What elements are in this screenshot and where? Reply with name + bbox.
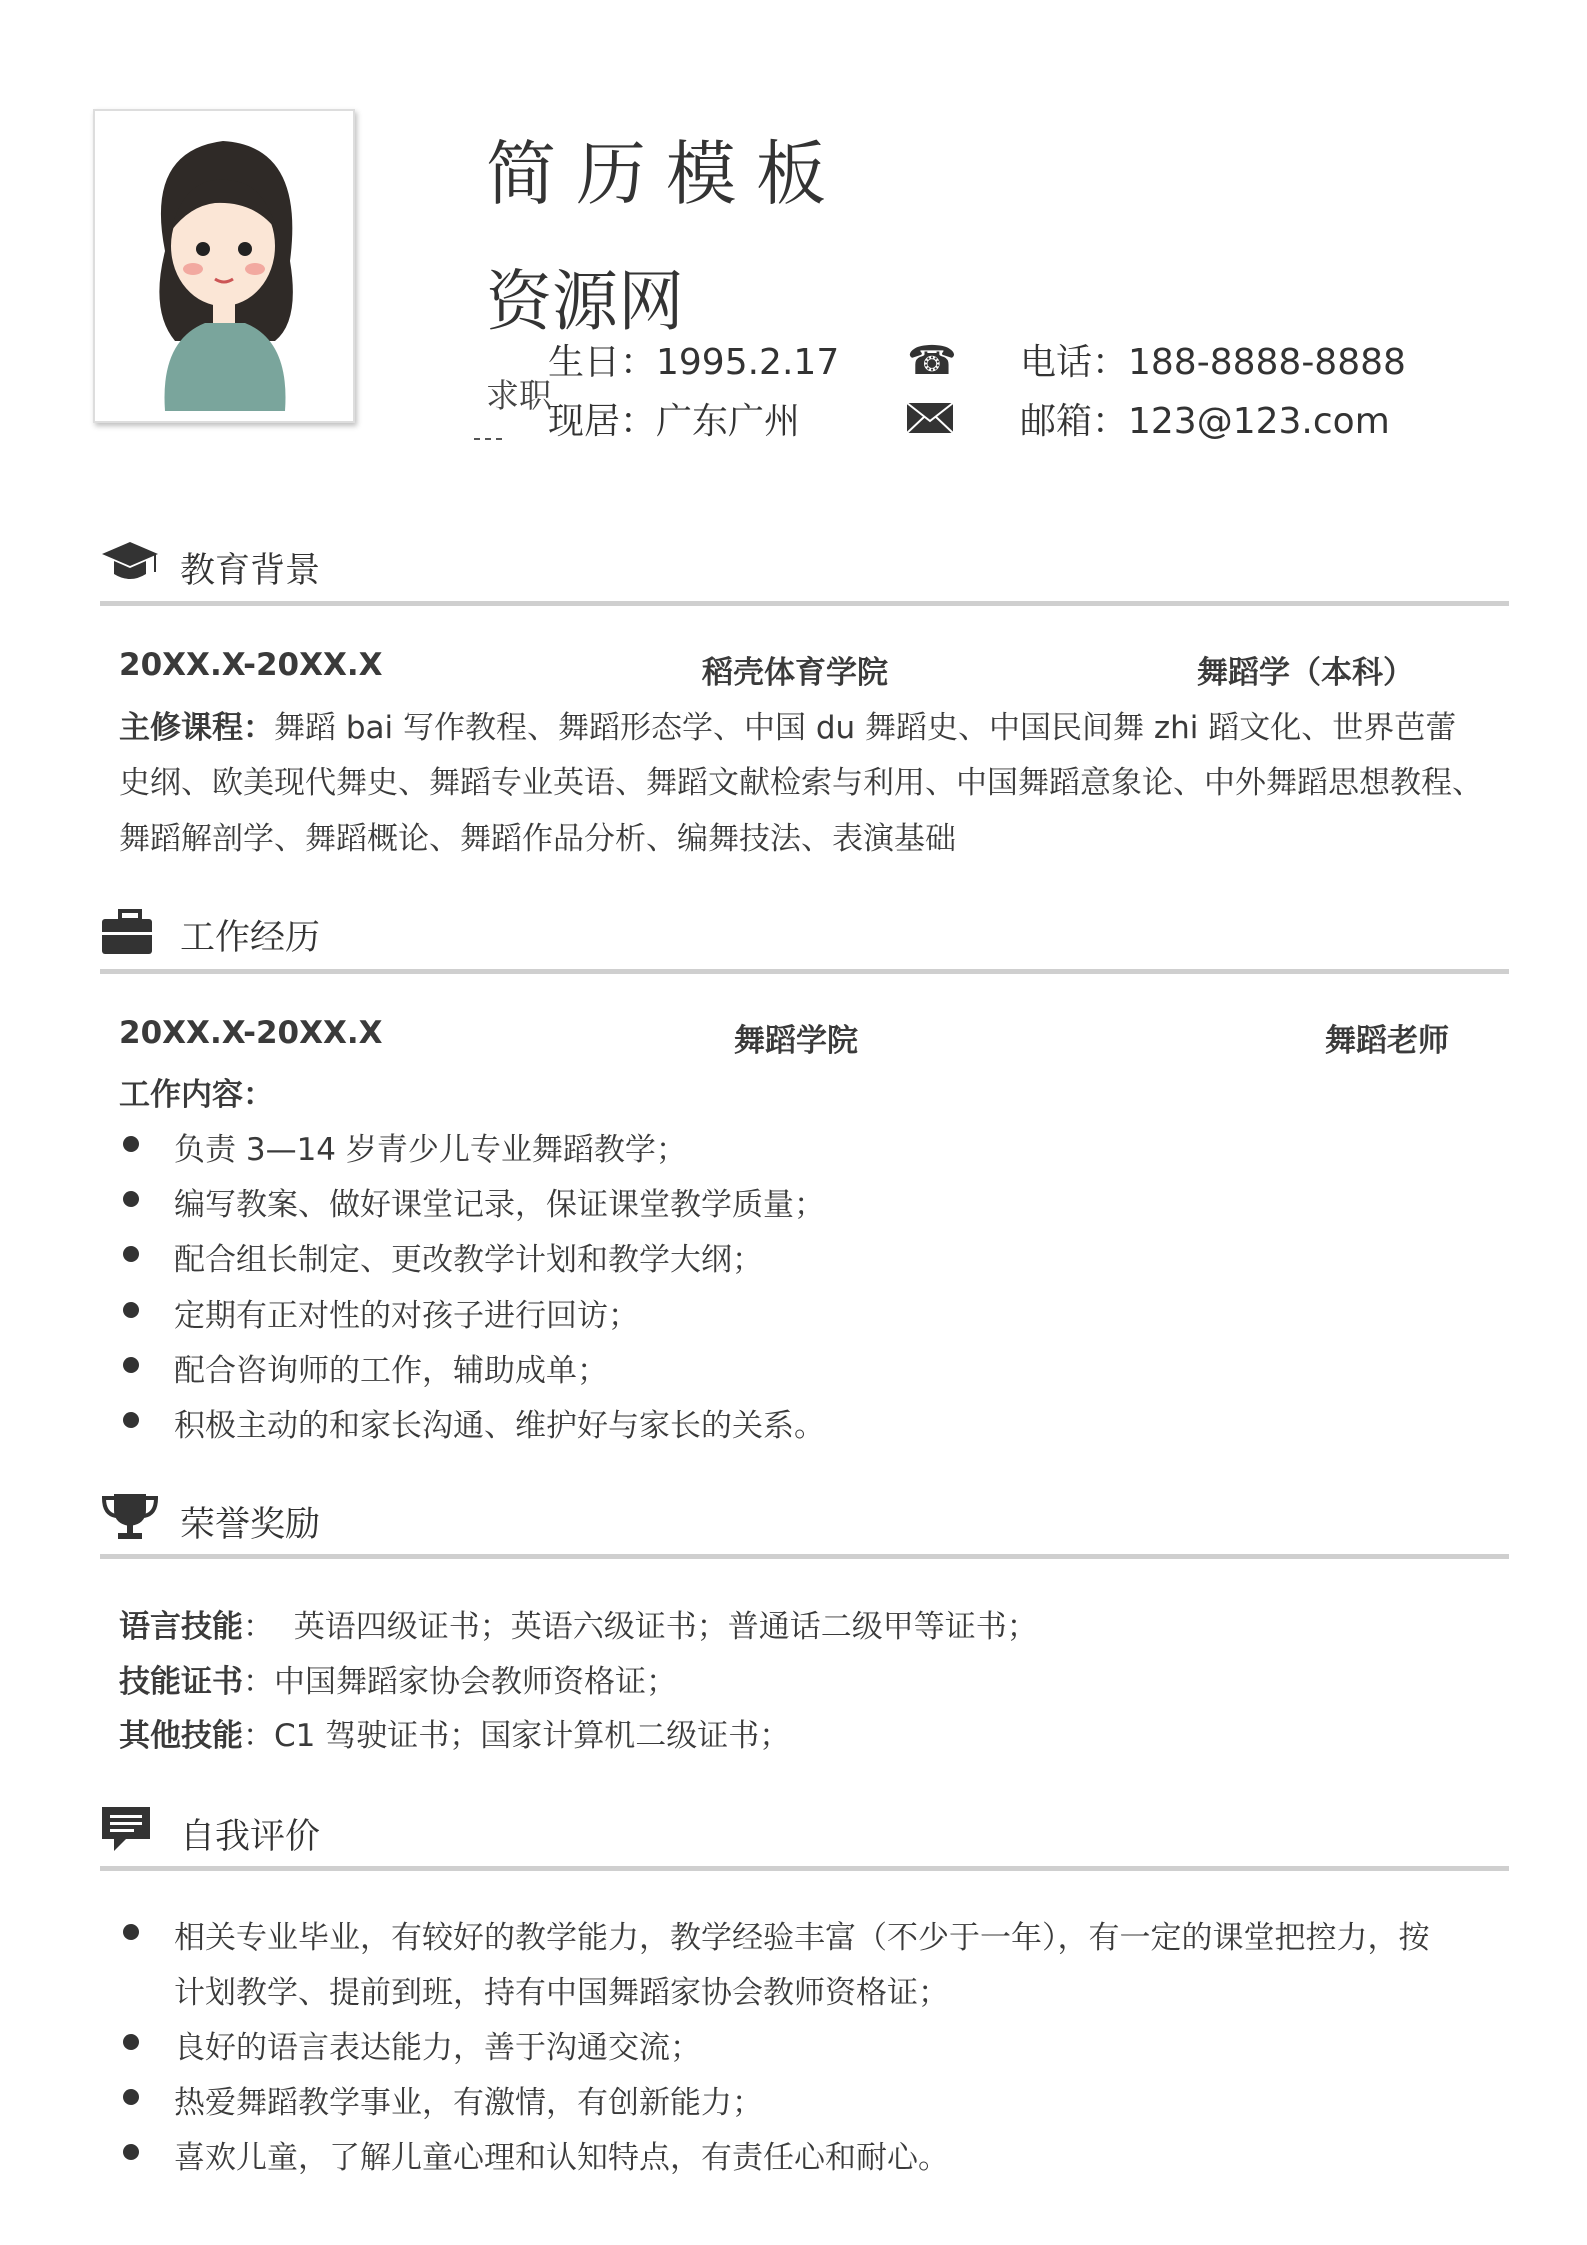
resume-title: 简历模板: [486, 133, 846, 215]
bullet-icon: [123, 2089, 139, 2105]
work-position: 舞蹈老师: [1325, 1023, 1449, 1059]
resume-subtitle: 资源网: [486, 263, 684, 340]
edu-major: 舞蹈学（本科）: [1197, 655, 1414, 691]
objective-fragment: 求职: [486, 376, 552, 415]
divider: [100, 969, 1509, 974]
avatar-illustration: [95, 111, 353, 421]
mail-icon: [907, 403, 953, 433]
phone-icon: ☎: [907, 338, 957, 384]
bullet-icon: [123, 1302, 139, 1318]
divider: [100, 1866, 1509, 1871]
work-content-label: 工作内容：: [119, 1077, 274, 1113]
courses-label: 主修课程：: [119, 710, 274, 746]
work-heading: 工作经历: [180, 918, 321, 958]
divider: [100, 601, 1509, 606]
profile-photo: [93, 109, 355, 423]
honor-label: 技能证书: [119, 1663, 243, 1700]
bullet-icon: [123, 1924, 139, 1940]
honor-label: 其他技能: [119, 1718, 243, 1754]
email: 邮箱：123@123.com: [1020, 401, 1390, 442]
honor-row: [119, 1710, 790, 1755]
honors-heading: 荣誉奖励: [180, 1505, 321, 1545]
birth-date: 生日：1995.2.17: [548, 342, 840, 383]
work-duty-item: 配合咨询师的工作，辅助成单；: [174, 1352, 608, 1389]
education-heading: 教育背景: [180, 551, 321, 591]
comment-icon: [100, 1805, 160, 1855]
courses-text: 舞蹈 bai 写作教程、舞蹈形态学、中国 du 舞蹈史、中国民间舞 zhi 蹈文化、世界芭蕾: [274, 710, 1457, 746]
trophy-icon: [100, 1492, 160, 1542]
work-company: 舞蹈学院: [734, 1023, 858, 1059]
courses-line-1: [119, 702, 1456, 747]
divider: [100, 1554, 1509, 1559]
self-eval-item: 计划教学、提前到班，持有中国舞蹈家协会教师资格证；: [174, 1975, 949, 2011]
dash-mark: [474, 438, 502, 440]
work-duty-item: 配合组长制定、更改教学计划和教学大纲；: [174, 1242, 763, 1279]
residence: 现居：广东广州: [548, 401, 801, 442]
bullet-icon: [123, 1246, 139, 1262]
self-eval-heading: 自我评价: [180, 1817, 321, 1857]
honor-row: [119, 1601, 1038, 1646]
edu-period: 20XX.X-20XX.X: [119, 647, 383, 683]
honor-value: ：中国舞蹈家协会教师资格证；: [243, 1663, 677, 1700]
work-duty-item: 积极主动的和家长沟通、维护好与家长的关系。: [174, 1408, 825, 1444]
courses-line-2: 史纲、欧美现代舞史、舞蹈专业英语、舞蹈文献检索与利用、中国舞蹈意象论、中外舞蹈思想教程、: [119, 765, 1483, 801]
self-eval-item: 良好的语言表达能力，善于沟通交流；: [174, 2030, 701, 2066]
honor-value: ： 英语四级证书；英语六级证书；普通话二级甲等证书；: [243, 1609, 1038, 1645]
edu-school: 稻壳体育学院: [702, 655, 888, 691]
phone: 电话：188-8888-8888: [1020, 342, 1406, 383]
honor-label: 语言技能: [119, 1609, 243, 1645]
work-period: 20XX.X-20XX.X: [119, 1015, 383, 1051]
bullet-icon: [123, 1357, 139, 1373]
courses-line-3: 舞蹈解剖学、舞蹈概论、舞蹈作品分析、编舞技法、表演基础: [119, 821, 956, 857]
briefcase-icon: [100, 908, 160, 958]
work-duty-item: 定期有正对性的对孩子进行回访；: [174, 1297, 639, 1334]
graduation-cap-icon: [100, 538, 160, 588]
work-duty-item: 编写教案、做好课堂记录，保证课堂教学质量；: [174, 1187, 825, 1224]
honor-row: [119, 1656, 677, 1701]
honor-value: ：C1 驾驶证书；国家计算机二级证书；: [243, 1718, 791, 1754]
bullet-icon: [123, 1412, 139, 1428]
bullet-icon: [123, 1191, 139, 1207]
bullet-icon: [123, 2034, 139, 2050]
work-duty-item: 负责 3—14 岁青少儿专业舞蹈教学；: [174, 1132, 687, 1168]
self-eval-item: 相关专业毕业，有较好的教学能力，教学经验丰富（不少于一年），有一定的课堂把控力，按: [174, 1920, 1430, 1956]
bullet-icon: [123, 2144, 139, 2160]
bullet-icon: [123, 1136, 139, 1152]
self-eval-item: 喜欢儿童，了解儿童心理和认知特点，有责任心和耐心。: [174, 2140, 949, 2176]
self-eval-item: 热爱舞蹈教学事业，有激情，有创新能力；: [174, 2085, 763, 2121]
